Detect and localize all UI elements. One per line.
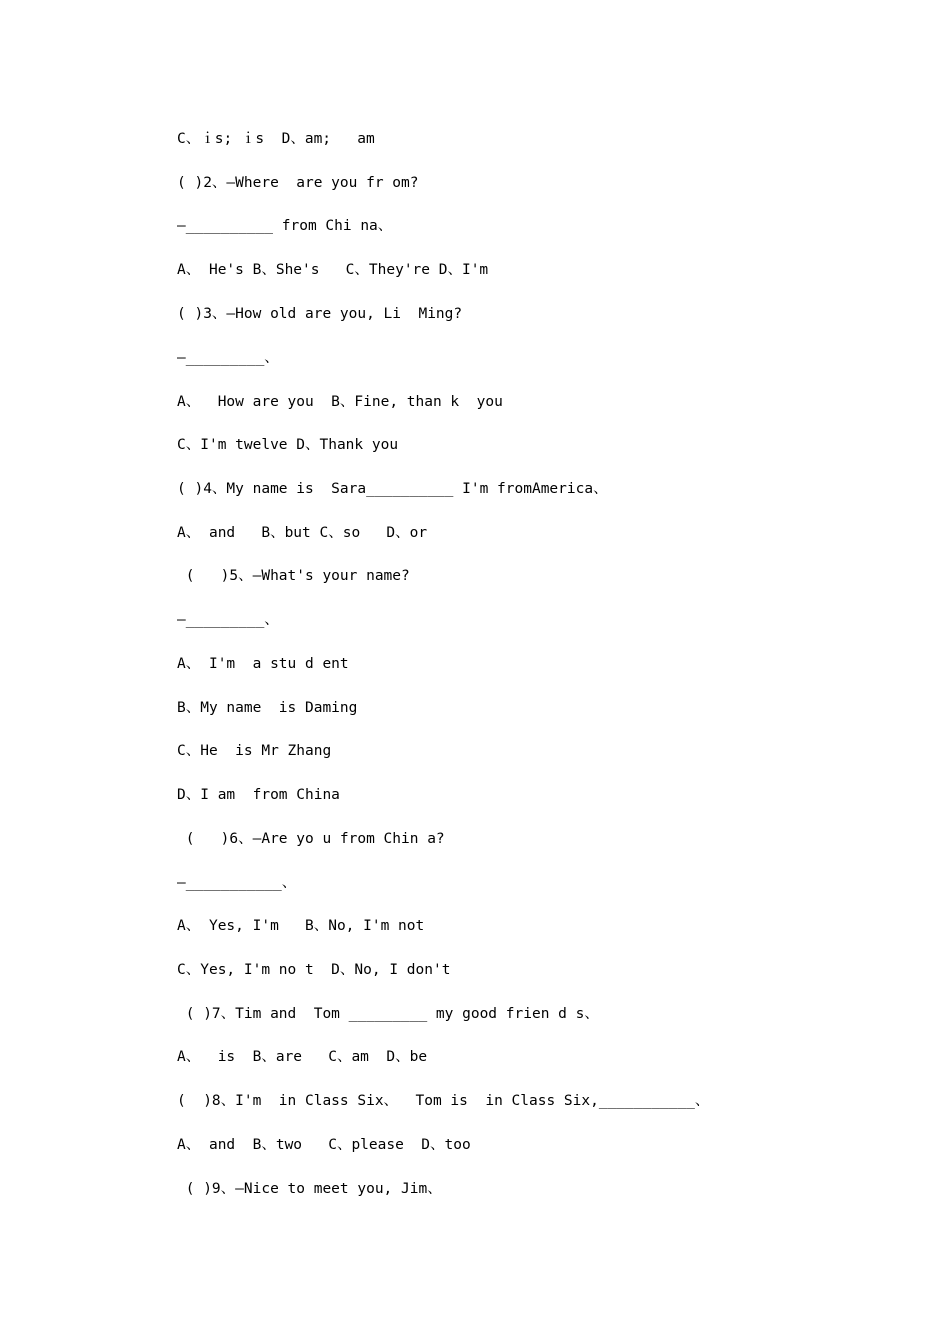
option-q5-b: B、My name is Daming — [177, 700, 358, 716]
question-8: ( )8、I'm in Class Six、 Tom is in Class Six,___________、 — [177, 1093, 710, 1109]
answer-blank-q5: —_________、 — [177, 612, 279, 628]
answer-blank-q6: —___________、 — [177, 875, 297, 891]
option-line-q1-cd: C、ｉs; ｉs D、am; am — [177, 131, 375, 147]
options-q6-ab: A、 Yes, I'm B、No, I'm not — [177, 918, 425, 934]
question-3: ( )3、—How old are you, Li Ming? — [177, 306, 463, 322]
question-4: ( )4、My name is Sara__________ I'm fromAmerica、 — [177, 481, 608, 497]
option-q5-c: C、He is Mr Zhang — [177, 743, 332, 759]
question-6: ( )6、—Are yo u from Chin a? — [177, 831, 445, 847]
question-7: ( )7、Tim and Tom _________ my good frien d s、 — [177, 1006, 599, 1022]
answer-blank-q2: —__________ from Chi na、 — [177, 218, 393, 234]
options-q3-ab: A、 How are you B、Fine, than k you — [177, 394, 503, 410]
options-q6-cd: C、Yes, I'm no t D、No, I don't — [177, 962, 451, 978]
options-q4: A、 and B、but C、so D、or — [177, 525, 428, 541]
option-q5-a: A、 I'm a stu d ent — [177, 656, 349, 672]
question-9: ( )9、—Nice to meet you, Jim、 — [177, 1181, 442, 1197]
option-q5-d: D、I am from China — [177, 787, 340, 803]
answer-blank-q3: —_________、 — [177, 350, 279, 366]
options-q7: A、 is B、are C、am D、be — [177, 1049, 428, 1065]
options-q3-cd: C、I'm twelve D、Thank you — [177, 437, 399, 453]
question-5: ( )5、—What's your name? — [177, 568, 410, 584]
options-q8: A、 and B、two C、please D、too — [177, 1137, 471, 1153]
question-2: ( )2、—Where are you fr om? — [177, 175, 419, 191]
options-q2: A、 He's B、She's C、They're D、I'm — [177, 262, 489, 278]
